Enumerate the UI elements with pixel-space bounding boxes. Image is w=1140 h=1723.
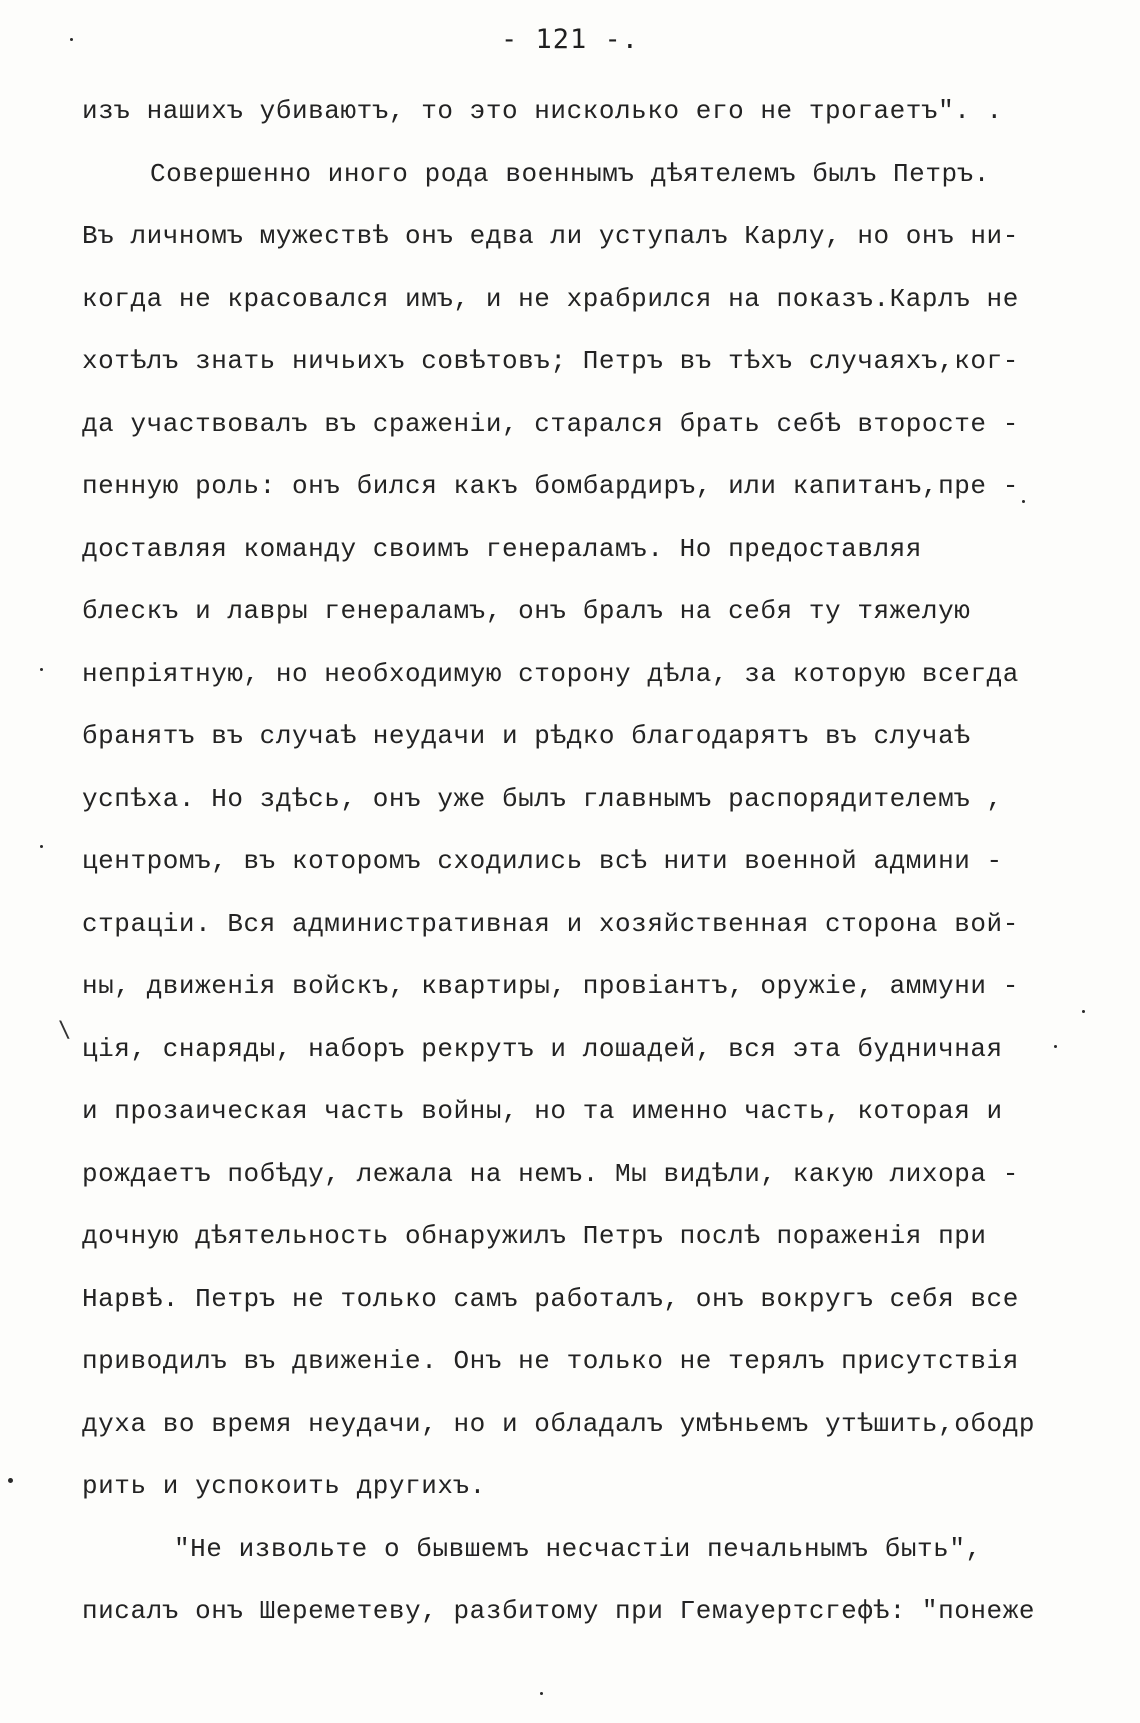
- text-line: пенную роль: онъ бился какъ бомбардиръ, или капитанъ,пре -: [82, 471, 1019, 501]
- text-line: Совершенно иного рода военнымъ дѣятелемъ былъ Петръ.: [150, 158, 990, 189]
- scan-speck: [1082, 1010, 1085, 1013]
- text-line: "Не извольте о бывшемъ несчастіи печальнымъ быть",: [174, 1533, 982, 1564]
- scan-speck: [40, 845, 43, 848]
- text-line: Нарвѣ. Петръ не только самъ работалъ, онъ вокругъ себя все: [82, 1283, 1019, 1314]
- body-text: [82, 80, 1092, 1643]
- scan-speck: [540, 1692, 543, 1695]
- text-line: Въ личномъ мужествѣ онъ едва ли уступалъ Карлу, но онъ ни-: [82, 221, 1019, 251]
- scan-speck: [70, 38, 73, 41]
- text-line: да участвовалъ въ сраженіи, старался брать себѣ второсте -: [82, 408, 1019, 439]
- text-line: успѣха. Но здѣсь, онъ уже былъ главнымъ распорядителемъ ,: [82, 783, 1003, 814]
- scan-speck: [8, 1478, 13, 1483]
- scan-speck: [1054, 1045, 1057, 1048]
- text-line: изъ нашихъ убиваютъ, то это нисколько его не трогаетъ". .: [82, 96, 1003, 126]
- margin-stroke-icon: \: [58, 1018, 72, 1043]
- text-line: доставляя команду своимъ генераламъ. Но предоставляя: [82, 533, 922, 564]
- text-line: центромъ, въ которомъ сходились всѣ нити военной админи -: [82, 846, 1003, 876]
- text-line: непріятную, но необходимую сторону дѣла, за которую всегда: [82, 658, 1019, 689]
- text-line: ція, снаряды, наборъ рекрутъ и лошадей, вся эта будничная: [82, 1033, 1003, 1064]
- text-line: духа во время неудачи, но и обладалъ умѣньемъ утѣшить,ободр: [82, 1408, 1035, 1439]
- text-line: рождаетъ побѣду, лежала на немъ. Мы видѣли, какую лихора -: [82, 1158, 1019, 1189]
- text-line: ны, движенія войскъ, квартиры, провіантъ, оружіе, аммуни -: [82, 971, 1019, 1001]
- text-line: дочную дѣятельность обнаружилъ Петръ послѣ пораженія при: [82, 1221, 987, 1251]
- scan-speck: [40, 668, 43, 671]
- scan-speck: [1022, 500, 1025, 503]
- text-line: приводилъ въ движеніе. Онъ не только не терялъ присутствія: [82, 1346, 1019, 1376]
- text-line: рить и успокоить другихъ.: [82, 1471, 486, 1501]
- text-line: блескъ и лавры генераламъ, онъ бралъ на себя ту тяжелую: [82, 596, 971, 626]
- page-number: - 121 -.: [500, 24, 640, 55]
- text-line: и прозаическая часть войны, но та именно часть, которая и: [82, 1096, 1003, 1126]
- text-line: страціи. Вся административная и хозяйственная сторона вой-: [82, 908, 1019, 939]
- text-line: хотѣлъ знать ничьихъ совѣтовъ; Петръ въ тѣхъ случаяхъ,ког-: [82, 346, 1019, 376]
- text-line: бранятъ въ случаѣ неудачи и рѣдко благодарятъ въ случаѣ: [82, 721, 971, 751]
- text-line: когда не красовался имъ, и не храбрился на показъ.Карлъ не: [82, 283, 1019, 314]
- text-line: писалъ онъ Шереметеву, разбитому при Гемауертсгефѣ: "понеже: [82, 1596, 1035, 1626]
